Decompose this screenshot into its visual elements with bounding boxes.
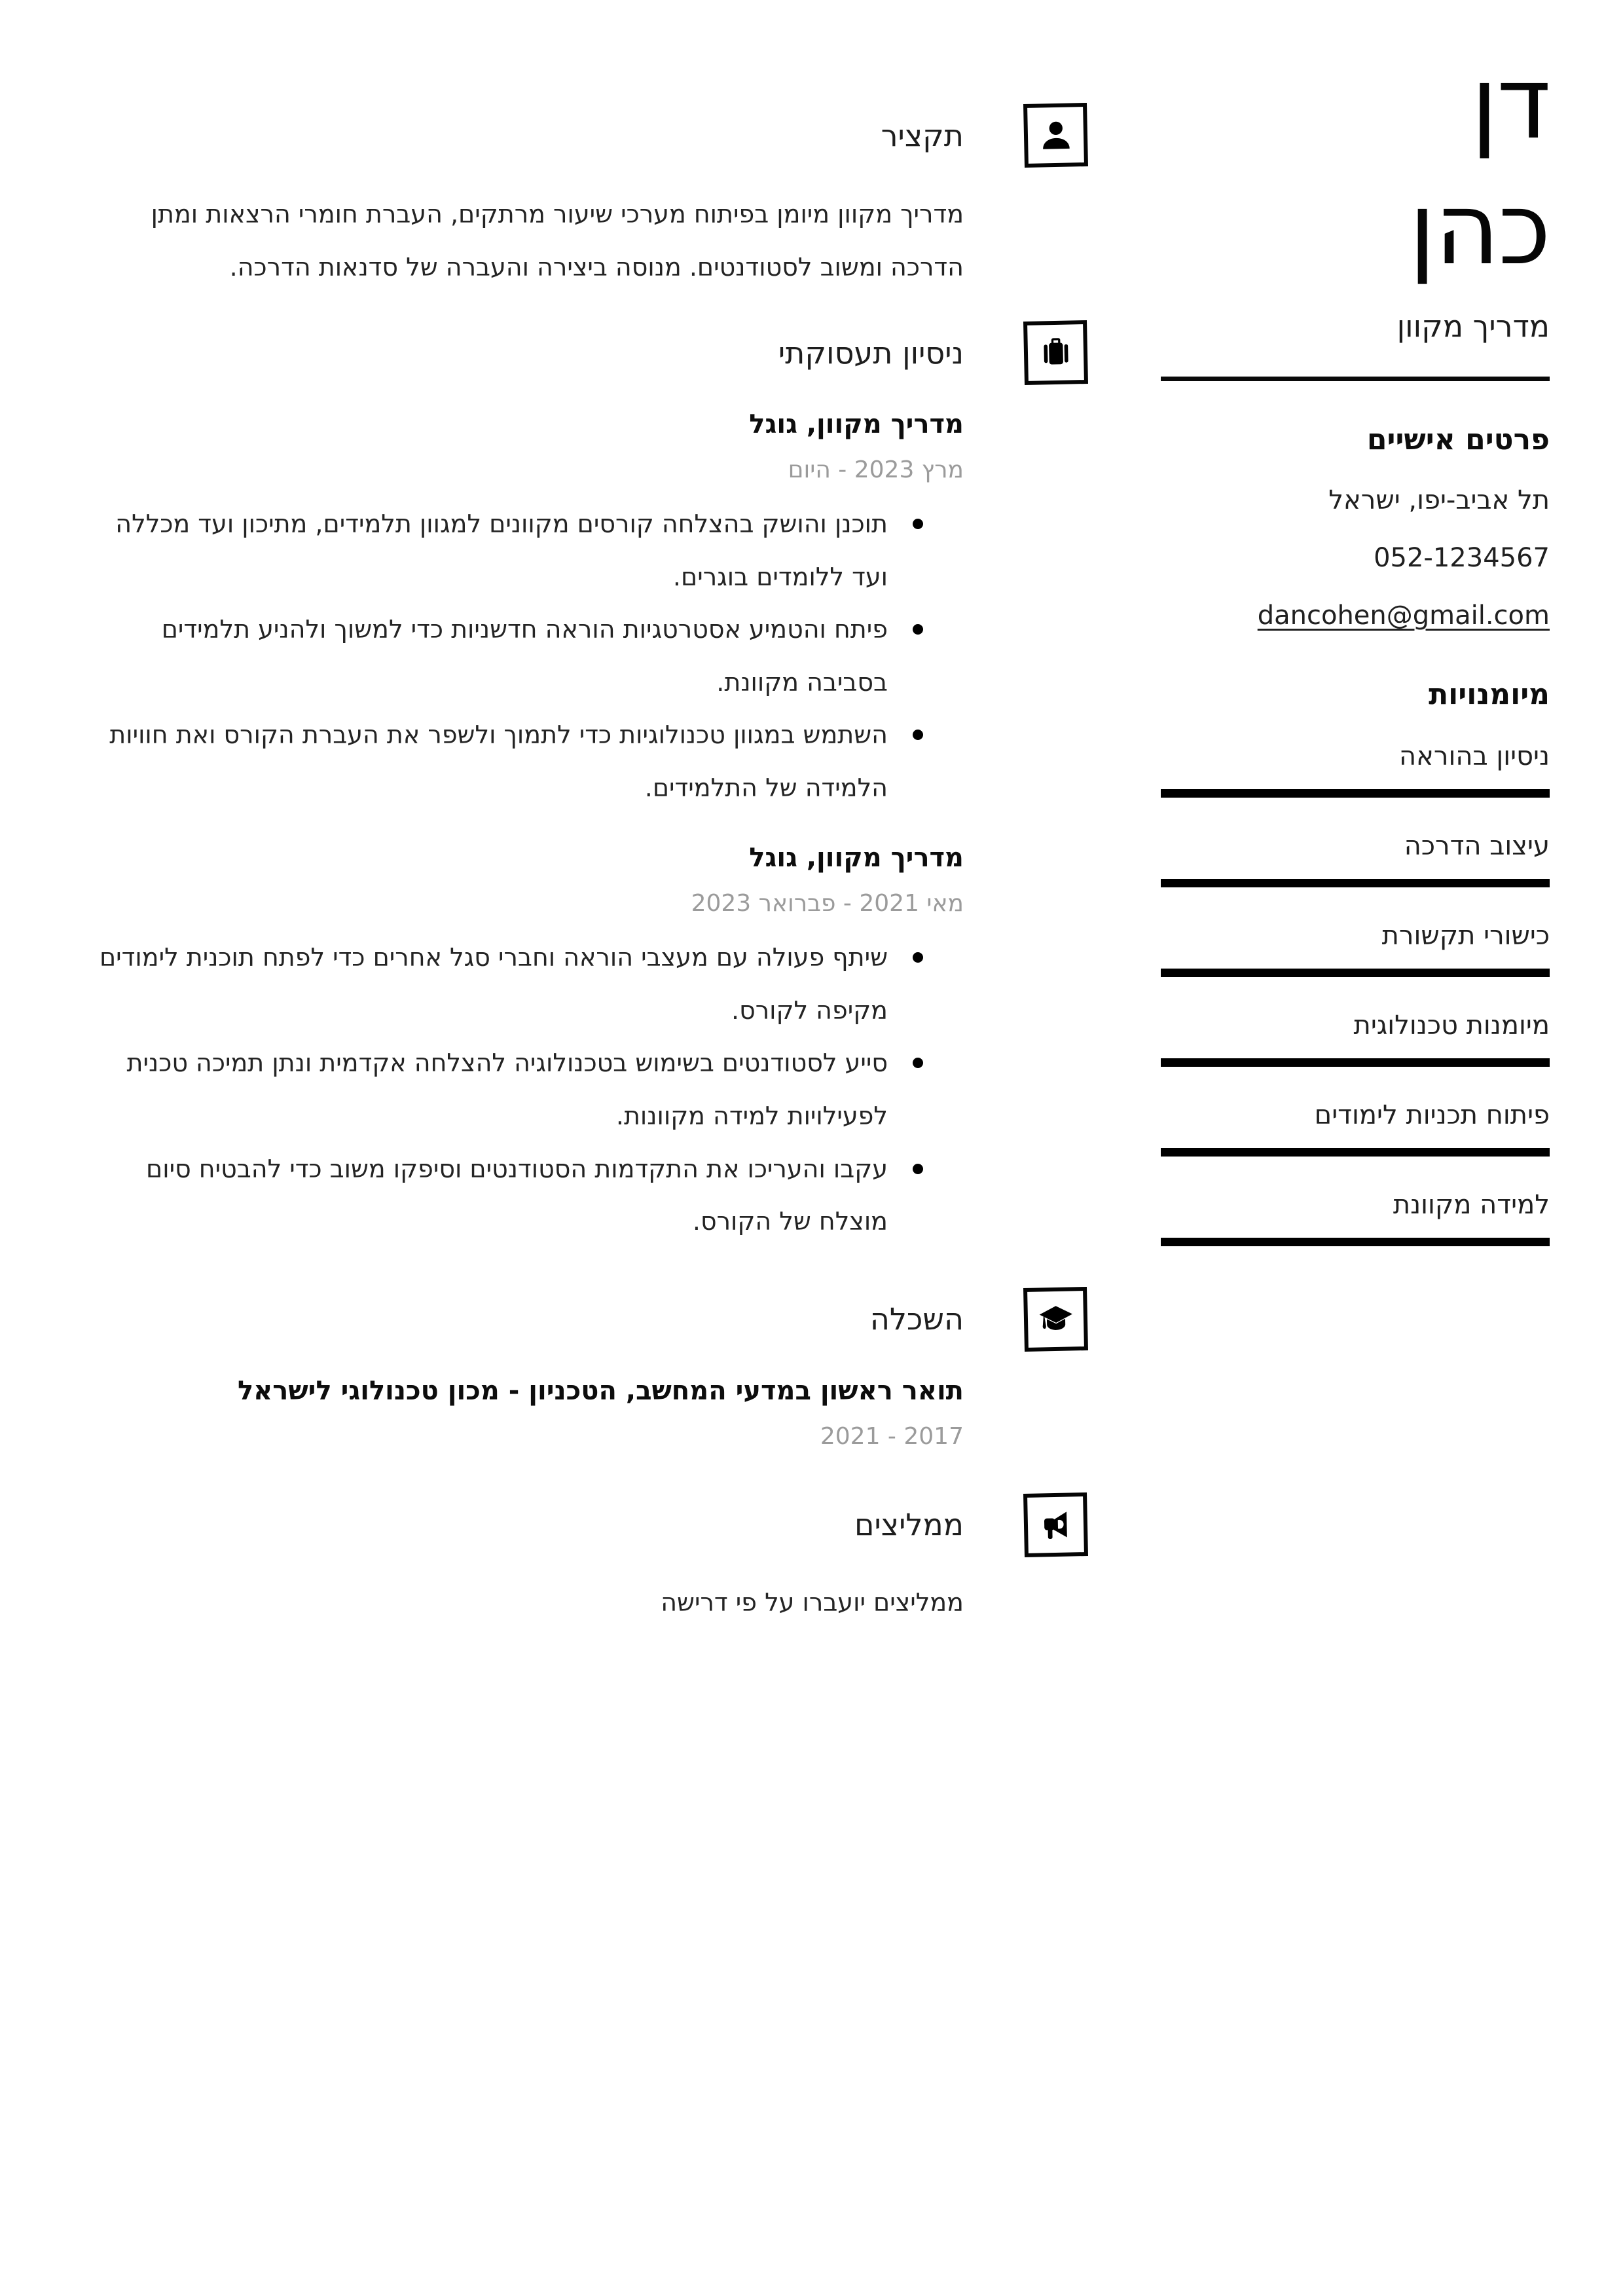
briefcase-icon: [1023, 320, 1088, 385]
personal-details-heading: פרטים אישיים: [1366, 423, 1550, 457]
job-bullet: עקבו והעריכו את התקדמות הסטודנטים וסיפקו משוב כדי להבטיח סיום מוצלח של הקורס.: [80, 1143, 964, 1248]
job-title: מדריך מקוון, גוגל: [749, 843, 964, 874]
main-content: [65, 41, 1087, 2257]
person-icon: [1023, 103, 1088, 168]
skill-bar: [1161, 1238, 1550, 1246]
job-bullet: שיתף פעולה עם מעצבי הוראה וחברי סגל אחרים כדי לפתח תוכנית לימודים מקיפה לקורס.: [80, 931, 964, 1037]
skill-item: [1161, 921, 1550, 977]
summary-text: מדריך מקוון מיומן בפיתוח מערכי שיעור מרתקים, העברת חומרי הרצאות ומתן הדרכה ומשוב לסטודנטים. מנוסה ביצירה והעברה של סדנאות הדרכה.: [151, 200, 964, 282]
sidebar-divider: [1161, 377, 1550, 381]
job-entry: [65, 843, 964, 1248]
sidebar: [1161, 41, 1550, 2257]
references-text: ממליצים יועברו על פי דרישה: [661, 1587, 964, 1617]
skill-bar: [1161, 789, 1550, 798]
skill-item: [1161, 831, 1550, 887]
education-degree: תואר ראשון במדעי המחשב, הטכניון - מכון טכנולוגי לישראל: [237, 1375, 964, 1406]
skill-item: [1161, 1100, 1550, 1157]
contact-list: [1161, 481, 1550, 635]
job-date: מרץ 2023 - היום: [788, 456, 964, 484]
skill-item: [1161, 741, 1550, 798]
skill-bar: [1161, 969, 1550, 977]
education-title: השכלה: [869, 1301, 964, 1337]
section-education: [65, 1287, 1087, 1450]
job-entry: [65, 409, 964, 814]
megaphone-icon: [1023, 1492, 1088, 1557]
experience-title: ניסיון תעסוקתי: [778, 335, 964, 371]
skill-item: [1161, 1010, 1550, 1067]
skill-label: פיתוח תכניות לימודים: [1314, 1100, 1550, 1131]
graduation-cap-icon: [1023, 1287, 1088, 1352]
skills-heading: מיומנויות: [1429, 678, 1550, 712]
skill-label: עיצוב הדרכה: [1404, 831, 1550, 862]
references-title: ממליצים: [854, 1507, 964, 1543]
job-title: מדריך מקוון, גוגל: [749, 409, 964, 440]
section-summary: [65, 103, 1087, 293]
skill-bar: [1161, 879, 1550, 887]
skill-label: כישורי תקשורת: [1381, 921, 1550, 952]
section-references: [65, 1493, 1087, 1617]
location-text: תל אביב-יפו, ישראל: [1328, 485, 1550, 516]
first-name: דן: [1470, 45, 1550, 161]
skill-label: למידה מקוונת: [1393, 1190, 1550, 1221]
skill-label: מיומנות טכנולוגית: [1353, 1010, 1550, 1041]
skills-list: [1161, 741, 1550, 1246]
skill-bar: [1161, 1058, 1550, 1067]
section-experience: [65, 321, 1087, 1248]
job-bullet: פיתח והטמיע אסטרטגיות הוראה חדשניות כדי למשוך ולהניע תלמידים בסביבה מקוונת.: [80, 603, 964, 709]
person-name: [1161, 41, 1550, 291]
job-date: מאי 2021 - פברואר 2023: [691, 890, 964, 917]
job-bullet: השתמש במגוון טכנולוגיות כדי לתמוך ולשפר את העברת הקורס ואת חוויות הלמידה של התלמידים.: [80, 709, 964, 814]
skill-item: [1161, 1190, 1550, 1246]
job-bullet-list: [80, 931, 964, 1248]
job-bullet-list: [80, 498, 964, 814]
phone-text: 052-1234567: [1374, 543, 1550, 574]
summary-title: תקציר: [881, 117, 964, 153]
education-date: 2017 - 2021: [820, 1422, 964, 1450]
skill-bar: [1161, 1148, 1550, 1157]
email-link[interactable]: dancohen@gmail.com: [1257, 601, 1550, 631]
sidebar-job-title: מדריך מקוון: [1396, 308, 1550, 344]
job-bullet: תוכנן והושק בהצלחה קורסים מקוונים למגוון תלמידים, מתיכון ועד מכללה ועד ללומדים בוגרים.: [80, 498, 964, 603]
skill-label: ניסיון בהוראה: [1399, 741, 1550, 772]
job-bullet: סייע לסטודנטים בשימוש בטכנולוגיה להצלחה אקדמית ונתן תמיכה טכנית לפעילויות למידה מקוונות.: [80, 1037, 964, 1142]
last-name: כהן: [1408, 170, 1550, 287]
